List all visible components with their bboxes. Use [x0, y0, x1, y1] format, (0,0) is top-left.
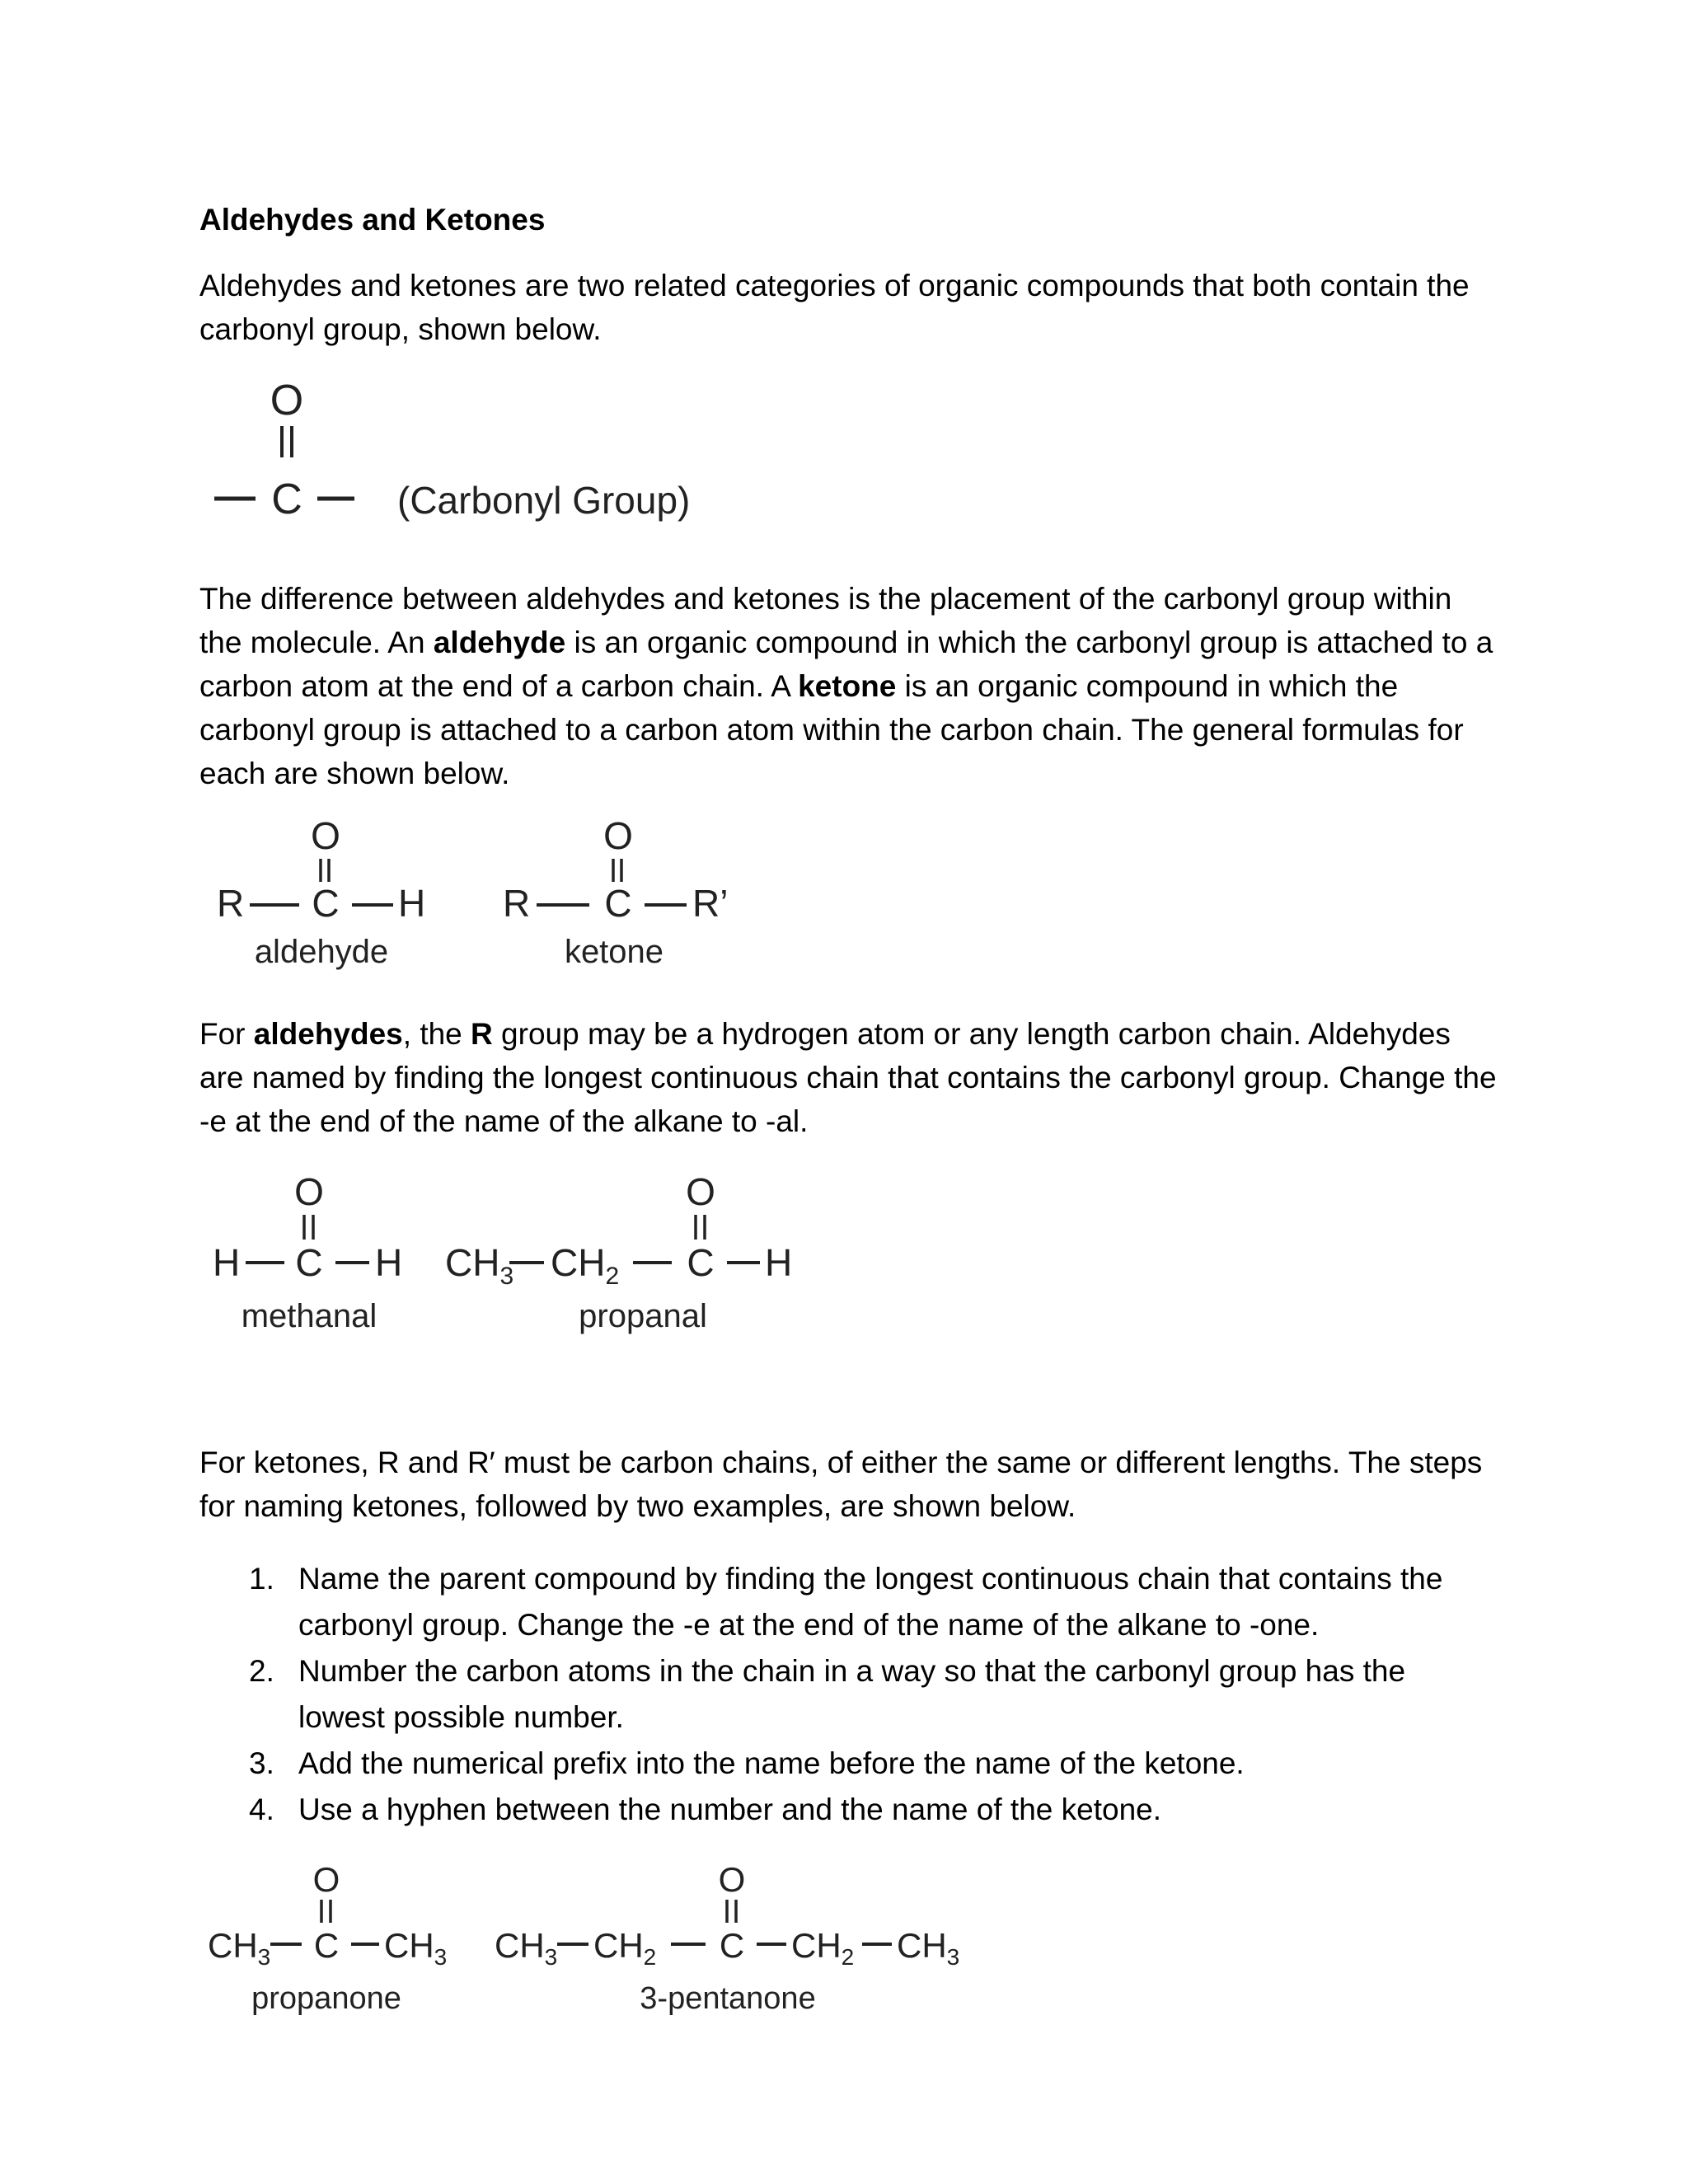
list-item: 1. Name the parent compound by finding the longest continuous chain that contains the carbonyl group. Change the -e at the end of the name of the alkane to -one.	[249, 1562, 1443, 1642]
svg-text:O: O	[312, 1860, 340, 1899]
difference-paragraph: The difference between aldehydes and ketones is the placement of the carbonyl group within the molecule. An aldehyde is an organic compound in which the carbonyl group is attached to a carbon atom at the end of a carbon chain. A ketone is an organic compound in which the carbonyl group is attached to a carbon atom within the carbon chain. The general formulas for each are shown below.	[199, 582, 1493, 790]
svg-text:C: C	[719, 1926, 745, 1965]
svg-text:O: O	[718, 1860, 746, 1899]
methanal-label: methanal	[241, 1298, 377, 1334]
carbonyl-group-figure	[206, 375, 734, 540]
document-title: Aldehydes and Ketones	[199, 203, 546, 237]
carbonyl-carbon: C	[271, 476, 302, 523]
svg-text:H: H	[398, 882, 426, 925]
svg-text:R’: R’	[692, 882, 729, 925]
general-formulas-figure	[210, 816, 787, 981]
svg-text:CH3: $CH_3$	[495, 1926, 558, 1970]
carbonyl-label: (Carbonyl Group)	[397, 479, 691, 522]
svg-text:CH3: $CH_3$	[384, 1926, 448, 1970]
svg-text:C: C	[295, 1241, 323, 1284]
aldehyde-paragraph: For aldehydes, the R group may be a hydrogen atom or any length carbon chain. Aldehydes are named by finding the longest continuous chain that contains the carbonyl group. Change the -e at the end of the name of the alkane to -al.	[199, 1017, 1497, 1138]
svg-text:O: O	[603, 816, 633, 857]
svg-text:H: H	[375, 1241, 403, 1284]
svg-text:CH3: $CH_3$	[208, 1926, 271, 1970]
list-item: 4. Use a hyphen between the number and the name of the ketone.	[249, 1793, 1162, 1826]
svg-text:O: O	[686, 1170, 715, 1213]
list-item: 3. Add the numerical prefix into the name before the name of the ketone.	[249, 1746, 1245, 1780]
ketone-label: ketone	[564, 934, 664, 970]
list-item: 2. Number the carbon atoms in the chain in a way so that the carbonyl group has the lowest possible number.	[249, 1654, 1406, 1734]
aldehyde-term: aldehyde	[433, 626, 566, 659]
ketone-term: ketone	[798, 669, 897, 703]
propanone-label: propanone	[251, 1981, 401, 2016]
svg-text:O: O	[311, 816, 340, 857]
svg-text:R: R	[503, 882, 531, 925]
svg-text:C: C	[312, 882, 340, 925]
svg-text:H: H	[765, 1241, 793, 1284]
aldehyde-label: aldehyde	[254, 934, 389, 970]
naming-steps-list	[199, 1556, 1502, 1833]
svg-text:CH2: $CH_2$	[593, 1926, 657, 1970]
svg-text:CH2: $CH_2$	[551, 1241, 620, 1290]
intro-paragraph: Aldehydes and ketones are two related categories of organic compounds that both contain the carbonyl group, shown below.	[199, 269, 1470, 346]
svg-text:H: H	[213, 1241, 241, 1284]
pentanone-label: 3-pentanone	[640, 1981, 816, 2016]
ketone-paragraph: For ketones, R and R′ must be carbon chains, of either the same or different lengths. The steps for naming ketones, followed by two examples, are shown below.	[199, 1446, 1483, 1523]
svg-text:CH2: $CH_2$	[791, 1926, 855, 1970]
aldehyde-examples-figure	[206, 1170, 832, 1352]
svg-text:C: C	[313, 1926, 340, 1965]
svg-text:R: R	[217, 882, 245, 925]
svg-text:CH3: $CH_3$	[445, 1241, 514, 1290]
svg-text:C: C	[687, 1241, 715, 1284]
svg-text:O: O	[294, 1170, 324, 1213]
ketone-examples-figure	[204, 1858, 996, 2040]
svg-text:C: C	[604, 882, 632, 925]
propanal-label: propanal	[579, 1298, 707, 1334]
svg-text:CH3: $CH_3$	[897, 1926, 960, 1970]
carbonyl-oxygen: O	[270, 377, 304, 424]
